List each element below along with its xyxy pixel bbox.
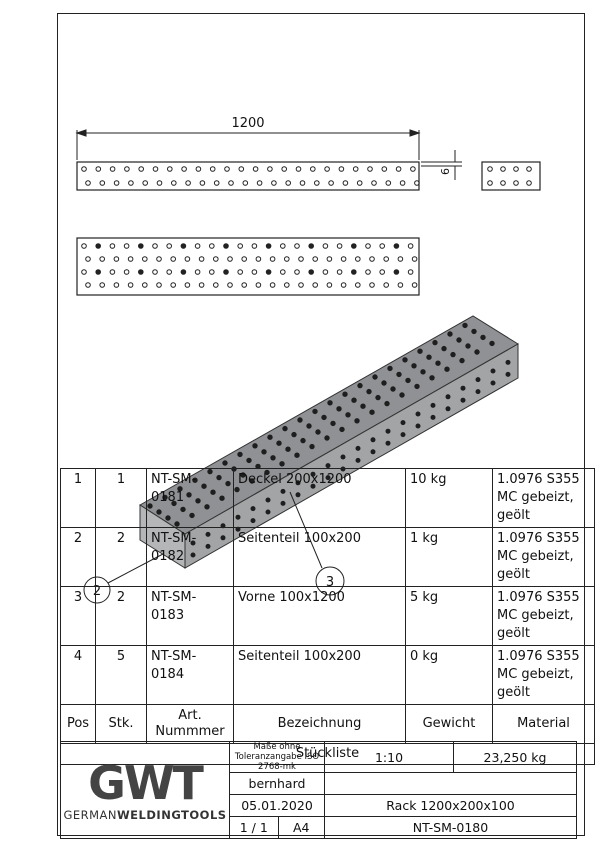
parts-row	[61, 528, 595, 587]
hole	[346, 413, 350, 417]
row-art-no: NT-SM-0184	[147, 646, 234, 705]
hole	[401, 421, 405, 425]
hole	[388, 366, 392, 370]
hole	[328, 401, 332, 405]
hole	[295, 453, 299, 457]
hole	[457, 338, 461, 342]
hole	[96, 244, 101, 249]
parts-list-header	[61, 705, 595, 744]
row-art-no: NT-SM-0183	[147, 587, 234, 646]
hole	[286, 447, 290, 451]
hole	[442, 346, 446, 350]
sheet-number: 1 / 1	[230, 817, 279, 839]
hole	[301, 438, 305, 442]
hole	[506, 372, 510, 376]
hole	[139, 270, 144, 275]
hole	[313, 409, 317, 413]
hole	[416, 424, 420, 428]
header-art-no: Art. Nummmer	[147, 705, 234, 744]
hole	[385, 401, 389, 405]
header-material: Material	[493, 705, 595, 744]
logo-wordmark	[63, 808, 227, 822]
parts-row	[61, 646, 595, 705]
hole	[322, 415, 326, 419]
hole	[309, 244, 314, 249]
length-dimension-label: 1200	[231, 116, 265, 131]
parts-list	[60, 468, 595, 765]
hole	[415, 384, 419, 388]
hole	[247, 458, 251, 462]
thickness-dimension-label: 6	[439, 168, 452, 175]
side-view	[482, 162, 540, 190]
hole	[394, 270, 399, 275]
hole	[358, 383, 362, 387]
hole	[373, 375, 377, 379]
row-weight: 1 kg	[406, 528, 493, 587]
title-block	[60, 741, 577, 839]
hole	[451, 352, 455, 356]
row-weight: 0 kg	[406, 646, 493, 705]
row-pos: 2	[61, 528, 96, 587]
hole	[271, 456, 275, 460]
hole	[268, 435, 272, 439]
hole	[309, 270, 314, 275]
balloon-3-label: 3	[325, 575, 335, 590]
hole	[181, 244, 186, 249]
hole	[461, 386, 465, 390]
hole	[367, 389, 371, 393]
hole	[292, 432, 296, 436]
hole	[352, 270, 357, 275]
hole	[406, 378, 410, 382]
row-weight: 5 kg	[406, 587, 493, 646]
hole	[370, 410, 374, 414]
hole	[325, 436, 329, 440]
hole	[223, 461, 227, 465]
hole	[491, 381, 495, 385]
row-material: 1.0976 S355 MC gebeizt, geölt	[493, 646, 595, 705]
hole	[427, 355, 431, 359]
hole	[401, 433, 405, 437]
hole	[421, 370, 425, 374]
tolerance-note: Maße ohne Toleranzangabe ISO 2768-mk	[230, 742, 325, 773]
hole	[326, 464, 330, 468]
hole	[430, 376, 434, 380]
mass: 23,250 kg	[454, 742, 577, 773]
hole	[386, 429, 390, 433]
hole	[238, 452, 242, 456]
hole	[361, 404, 365, 408]
hole	[463, 323, 467, 327]
hole	[466, 344, 470, 348]
row-qty: 2	[96, 587, 147, 646]
hole	[356, 458, 360, 462]
hole	[491, 369, 495, 373]
hole	[266, 270, 271, 275]
hole	[400, 393, 404, 397]
hole	[371, 438, 375, 442]
hole	[371, 450, 375, 454]
row-weight: 10 kg	[406, 469, 493, 528]
hole	[412, 364, 416, 368]
hole	[253, 444, 257, 448]
hole	[376, 395, 380, 399]
hole	[433, 340, 437, 344]
hole	[391, 387, 395, 391]
hole	[280, 462, 284, 466]
hole	[431, 415, 435, 419]
hole	[181, 270, 186, 275]
scale: 1:10	[325, 742, 454, 773]
row-pos: 3	[61, 587, 96, 646]
hole	[316, 430, 320, 434]
hole	[431, 403, 435, 407]
row-art-no: NT-SM-0181	[147, 469, 234, 528]
hole	[331, 421, 335, 425]
hole	[490, 341, 494, 345]
row-designation: Seitenteil 100x200	[234, 528, 406, 587]
parts-row	[61, 469, 595, 528]
row-pos: 1	[61, 469, 96, 528]
hole	[475, 350, 479, 354]
date: 05.01.2020	[230, 795, 325, 817]
hole	[277, 441, 281, 445]
hole	[461, 398, 465, 402]
hole	[472, 329, 476, 333]
row-material: 1.0976 S355 MC gebeizt, geölt	[493, 587, 595, 646]
row-art-no: NT-SM-0182	[147, 528, 234, 587]
hole	[139, 244, 144, 249]
logo-wordmark-bold: WELDINGTOOLS	[117, 808, 227, 822]
hole	[262, 450, 266, 454]
row-pos: 4	[61, 646, 96, 705]
row-material: 1.0976 S355 MC gebeizt, geölt	[493, 528, 595, 587]
hole	[446, 395, 450, 399]
hole	[476, 390, 480, 394]
hole	[445, 367, 449, 371]
hole	[224, 270, 229, 275]
drawing-title: Rack 1200x200x100	[325, 795, 577, 817]
hole	[382, 381, 386, 385]
hole	[418, 349, 422, 353]
drawing-number: NT-SM-0180	[325, 817, 577, 839]
hole	[416, 412, 420, 416]
hole	[337, 407, 341, 411]
hole	[340, 427, 344, 431]
paper-format: A4	[278, 817, 324, 839]
logo-mark: GWT	[88, 756, 202, 810]
hole	[481, 335, 485, 339]
hole	[96, 270, 101, 275]
hole	[310, 444, 314, 448]
author: bernhard	[230, 773, 325, 795]
row-qty: 5	[96, 646, 147, 705]
hole	[403, 358, 407, 362]
balloon-2-label: 2	[92, 584, 102, 599]
hole	[224, 244, 229, 249]
hole	[355, 419, 359, 423]
company-logo	[61, 742, 230, 839]
hole	[356, 446, 360, 450]
hole	[266, 244, 271, 249]
hole	[283, 426, 287, 430]
hole	[506, 360, 510, 364]
hole	[343, 392, 347, 396]
hole	[460, 358, 464, 362]
length-dimension	[77, 130, 419, 160]
row-designation: Deckel 200x1200	[234, 469, 406, 528]
parts-list-caption: Stückliste	[61, 744, 595, 765]
hole	[436, 361, 440, 365]
author-extra	[325, 773, 577, 795]
hole	[394, 244, 399, 249]
hole	[476, 378, 480, 382]
hole	[352, 244, 357, 249]
row-designation: Vorne 100x1200	[234, 587, 406, 646]
hole	[352, 398, 356, 402]
header-qty: Stk.	[96, 705, 147, 744]
hole	[307, 424, 311, 428]
hole	[386, 441, 390, 445]
header-pos: Pos	[61, 705, 96, 744]
row-qty: 2	[96, 528, 147, 587]
row-designation: Seitenteil 100x200	[234, 646, 406, 705]
hole	[298, 418, 302, 422]
hole	[341, 455, 345, 459]
hole	[397, 372, 401, 376]
row-qty: 1	[96, 469, 147, 528]
hole	[448, 332, 452, 336]
front-view	[77, 162, 419, 190]
logo-wordmark-light: GERMAN	[63, 808, 117, 822]
header-weight: Gewicht	[406, 705, 493, 744]
row-material: 1.0976 S355 MC gebeizt, geölt	[493, 469, 595, 528]
hole	[446, 407, 450, 411]
parts-row	[61, 587, 595, 646]
header-designation: Bezeichnung	[234, 705, 406, 744]
